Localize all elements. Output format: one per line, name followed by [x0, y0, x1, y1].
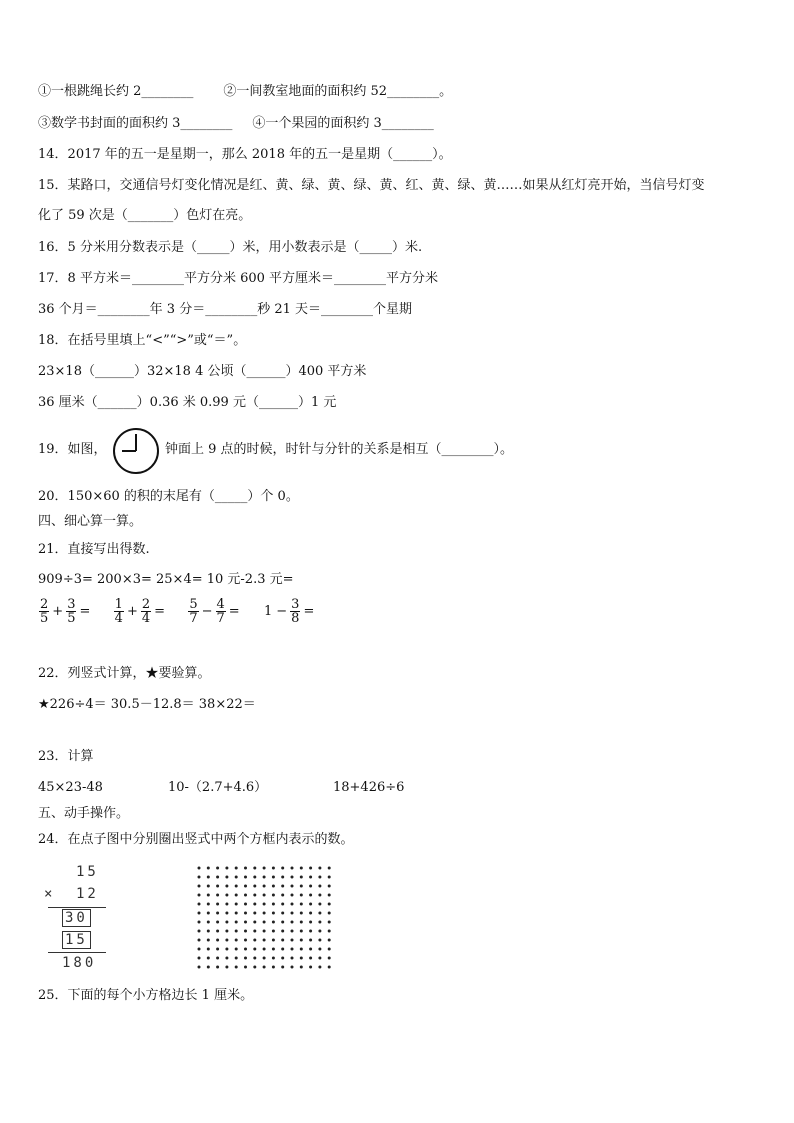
grid-dot [244, 939, 247, 942]
grid-dot [263, 912, 266, 915]
grid-dot [318, 921, 321, 924]
grid-dot [281, 876, 284, 879]
grid-dot [244, 966, 247, 969]
question-25: 25．下面的每个小方格边长 1 厘米。 [38, 988, 254, 1003]
grid-dot [300, 930, 303, 933]
grid-dot [272, 912, 275, 915]
grid-dot [328, 930, 331, 933]
grid-dot [291, 912, 294, 915]
vertical-line-1 [48, 907, 106, 908]
grid-dot [198, 957, 201, 960]
grid-dot [328, 885, 331, 888]
grid-dot [309, 957, 312, 960]
grid-dot [300, 894, 303, 897]
grid-dot [207, 912, 210, 915]
question-23-title: 23．计算 [38, 749, 94, 764]
grid-dot [300, 939, 303, 942]
grid-dot [309, 885, 312, 888]
grid-dot [235, 912, 238, 915]
clock-face-icon [112, 427, 160, 475]
question-21-title: 21．直接写出得数. [38, 542, 150, 557]
grid-dot [198, 894, 201, 897]
question-21-row1: 909÷3= 200×3= 25×4= 10 元-2.3 元= [38, 572, 294, 587]
fraction-expr-2: $\frac{1}{4}$ + $\frac{2}{4}$ = [114, 597, 166, 626]
question-17-line2: 36 个月＝________年 3 分＝________秒 21 天＝________个星期 [38, 302, 413, 317]
grid-dot [225, 957, 228, 960]
grid-dot [300, 957, 303, 960]
grid-dot [253, 894, 256, 897]
grid-dot [235, 948, 238, 951]
grid-dot [263, 948, 266, 951]
grid-dot [253, 867, 256, 870]
section-5-heading: 五、动手操作。 [38, 806, 130, 821]
grid-dot [244, 903, 247, 906]
grid-dot [216, 876, 219, 879]
grid-dot [198, 867, 201, 870]
grid-dot [244, 867, 247, 870]
grid-dot [253, 912, 256, 915]
grid-dot [281, 948, 284, 951]
vertical-line-2 [48, 952, 106, 953]
grid-dot [309, 939, 312, 942]
grid-dot [272, 894, 275, 897]
grid-dot [207, 966, 210, 969]
grid-dot [309, 966, 312, 969]
grid-dot [291, 867, 294, 870]
question-14: 14．2017 年的五一是星期一，那么 2018 年的五一是星期（______）。 [38, 147, 452, 162]
grid-dot [272, 903, 275, 906]
grid-dot [281, 885, 284, 888]
grid-dot [207, 885, 210, 888]
q13-item-b: ②一间教室地面的面积约 52________。 [223, 84, 453, 99]
fraction-expr-1: $\frac{2}{5}$ + $\frac{3}{5}$ = [40, 597, 91, 626]
grid-dot [328, 867, 331, 870]
grid-dot [235, 966, 238, 969]
grid-dot [263, 966, 266, 969]
grid-dot [225, 921, 228, 924]
grid-dot [281, 903, 284, 906]
grid-dot [225, 948, 228, 951]
vertical-result: 180 [62, 955, 97, 971]
grid-dot [300, 912, 303, 915]
grid-dot [263, 867, 266, 870]
grid-dot [198, 939, 201, 942]
grid-dot [300, 885, 303, 888]
grid-dot [253, 939, 256, 942]
grid-dot [216, 948, 219, 951]
grid-dot [207, 921, 210, 924]
grid-dot [198, 948, 201, 951]
grid-dot [291, 939, 294, 942]
grid-dot [318, 903, 321, 906]
grid-dot [281, 912, 284, 915]
grid-dot [318, 957, 321, 960]
grid-dot [291, 903, 294, 906]
grid-dot [309, 894, 312, 897]
grid-dot [198, 876, 201, 879]
grid-dot [207, 939, 210, 942]
grid-dot [328, 876, 331, 879]
grid-dot [263, 957, 266, 960]
grid-dot [281, 921, 284, 924]
question-20: 20．150×60 的积的末尾有（_____）个 0。 [38, 489, 299, 504]
grid-dot [272, 948, 275, 951]
grid-dot [309, 876, 312, 879]
grid-dot [272, 867, 275, 870]
grid-dot [272, 966, 275, 969]
question-22-title: 22．列竖式计算，★要验算。 [38, 666, 211, 681]
grid-dot [291, 921, 294, 924]
grid-dot [216, 894, 219, 897]
grid-dot [216, 921, 219, 924]
question-22-row: ★226÷4＝ 30.5－12.8＝ 38×22＝ [38, 697, 256, 712]
grid-dot [207, 930, 210, 933]
grid-dot [328, 921, 331, 924]
grid-dot [225, 867, 228, 870]
grid-dot [263, 903, 266, 906]
grid-dot [263, 885, 266, 888]
grid-dot [328, 894, 331, 897]
partial-product-box-1: 30 [62, 909, 91, 927]
grid-dot [225, 894, 228, 897]
grid-dot [328, 957, 331, 960]
grid-dot [272, 957, 275, 960]
grid-dot [272, 876, 275, 879]
grid-dot [318, 894, 321, 897]
grid-dot [235, 894, 238, 897]
grid-dot [291, 948, 294, 951]
grid-dot [328, 966, 331, 969]
grid-dot [216, 930, 219, 933]
grid-dot [225, 876, 228, 879]
grid-dot [244, 957, 247, 960]
grid-dot [328, 903, 331, 906]
grid-dot [198, 930, 201, 933]
grid-dot [198, 885, 201, 888]
grid-dot [207, 957, 210, 960]
grid-dot [291, 966, 294, 969]
grid-dot [198, 921, 201, 924]
grid-dot [263, 921, 266, 924]
grid-dot [244, 894, 247, 897]
grid-dot [281, 894, 284, 897]
grid-dot [309, 948, 312, 951]
grid-dot [281, 957, 284, 960]
grid-dot [235, 903, 238, 906]
grid-dot [253, 930, 256, 933]
vertical-multiplication [38, 864, 108, 974]
grid-dot [281, 966, 284, 969]
grid-dot [235, 939, 238, 942]
vertical-times-sign: × [44, 886, 56, 902]
grid-dot [225, 939, 228, 942]
q13-row2 [38, 114, 434, 134]
grid-dot [318, 939, 321, 942]
grid-dot [235, 867, 238, 870]
grid-dot [300, 876, 303, 879]
grid-dot [291, 957, 294, 960]
grid-dot [272, 885, 275, 888]
grid-dot [235, 957, 238, 960]
grid-dot [198, 966, 201, 969]
grid-dot [318, 876, 321, 879]
grid-dot [244, 912, 247, 915]
grid-dot [216, 885, 219, 888]
grid-dot [281, 867, 284, 870]
question-19-post: 钟面上 9 点的时候，时针与分针的关系是相互（________）。 [165, 442, 514, 457]
grid-dot [198, 903, 201, 906]
grid-dot [263, 930, 266, 933]
vertical-top-number: 15 [76, 864, 99, 880]
grid-dot [263, 939, 266, 942]
question-15-line1: 15．某路口，交通信号灯变化情况是红、黄、绿、黄、绿、黄、红、黄、绿、黄……如果从红灯亮开始，当信号灯变 [38, 178, 705, 193]
question-23-expr-2: 10-（2.7+4.6） [168, 780, 268, 795]
grid-dot [225, 885, 228, 888]
question-18-line1: 23×18（______）32×18 4 公顷（______）400 平方米 [38, 364, 367, 379]
grid-dot [225, 912, 228, 915]
grid-dot [318, 966, 321, 969]
grid-dot [318, 930, 321, 933]
grid-dot [253, 885, 256, 888]
grid-dot [281, 939, 284, 942]
grid-dot [291, 876, 294, 879]
grid-dot [216, 912, 219, 915]
grid-dot [300, 867, 303, 870]
grid-dot [291, 894, 294, 897]
question-23-expr-3: 18+426÷6 [333, 780, 405, 795]
grid-dot [207, 948, 210, 951]
q13-item-d: ④一个果园的面积约 3________ [252, 116, 434, 131]
grid-dot [291, 930, 294, 933]
grid-dot [309, 921, 312, 924]
dot-grid [196, 865, 346, 975]
vertical-multiplier: 12 [76, 886, 99, 902]
grid-dot [318, 885, 321, 888]
grid-dot [318, 948, 321, 951]
question-19-pre: 19．如图， [38, 442, 107, 457]
question-24-title: 24．在点子图中分别圈出竖式中两个方框内表示的数。 [38, 832, 354, 847]
grid-dot [272, 930, 275, 933]
grid-dot [244, 885, 247, 888]
grid-dot [244, 876, 247, 879]
grid-dot [235, 930, 238, 933]
grid-dot [272, 939, 275, 942]
grid-dot [263, 876, 266, 879]
grid-dot [207, 867, 210, 870]
grid-dot [244, 921, 247, 924]
grid-dot [253, 876, 256, 879]
grid-dot [328, 912, 331, 915]
q13-item-c: ③数学书封面的面积约 3________ [38, 116, 233, 131]
grid-dot [281, 930, 284, 933]
fraction-expr-3: $\frac{5}{7}$ − $\frac{4}{7}$ = [189, 597, 240, 626]
q13-row1 [38, 82, 452, 102]
grid-dot [216, 939, 219, 942]
grid-dot [309, 912, 312, 915]
grid-dot [300, 966, 303, 969]
question-15-line2: 化了 59 次是（_______）色灯在亮。 [38, 208, 252, 223]
grid-dot [216, 966, 219, 969]
grid-dot [235, 921, 238, 924]
question-18-title: 18．在括号里填上“<”“>”或“＝”。 [38, 333, 247, 348]
grid-dot [235, 885, 238, 888]
grid-dot [253, 921, 256, 924]
grid-dot [207, 894, 210, 897]
grid-dot [244, 948, 247, 951]
question-18-line2: 36 厘米（______）0.36 米 0.99 元（______）1 元 [38, 395, 337, 410]
grid-dot [328, 939, 331, 942]
grid-dot [318, 867, 321, 870]
grid-dot [309, 903, 312, 906]
grid-dot [216, 957, 219, 960]
grid-dot [300, 921, 303, 924]
grid-dot [198, 912, 201, 915]
partial-product-box-2: 15 [62, 931, 91, 949]
grid-dot [253, 966, 256, 969]
grid-dot [235, 876, 238, 879]
grid-dot [216, 903, 219, 906]
grid-dot [300, 948, 303, 951]
grid-dot [291, 885, 294, 888]
grid-dot [318, 912, 321, 915]
grid-dot [263, 894, 266, 897]
fraction-expr-4: 1 − $\frac{3}{8}$ = [263, 597, 315, 626]
q13-item-a: ①一根跳绳长约 2________ [38, 84, 194, 99]
question-17-line1: 17．8 平方米＝________平方分米 600 平方厘米＝________平方分米 [38, 271, 439, 286]
grid-dot [309, 867, 312, 870]
grid-dot [225, 930, 228, 933]
grid-dot [225, 966, 228, 969]
section-4-heading: 四、细心算一算。 [38, 514, 143, 529]
grid-dot [207, 903, 210, 906]
grid-dot [207, 876, 210, 879]
grid-dot [244, 930, 247, 933]
question-16: 16．5 分米用分数表示是（_____）米，用小数表示是（_____）米. [38, 240, 423, 255]
grid-dot [272, 921, 275, 924]
grid-dot [309, 930, 312, 933]
grid-dot [253, 903, 256, 906]
grid-dot [300, 903, 303, 906]
grid-dot [216, 867, 219, 870]
question-21-fractions [38, 598, 316, 625]
question-23-expr-1: 45×23-48 [38, 780, 103, 795]
grid-dot [225, 903, 228, 906]
grid-dot [253, 948, 256, 951]
grid-dot [328, 948, 331, 951]
grid-dot [253, 957, 256, 960]
